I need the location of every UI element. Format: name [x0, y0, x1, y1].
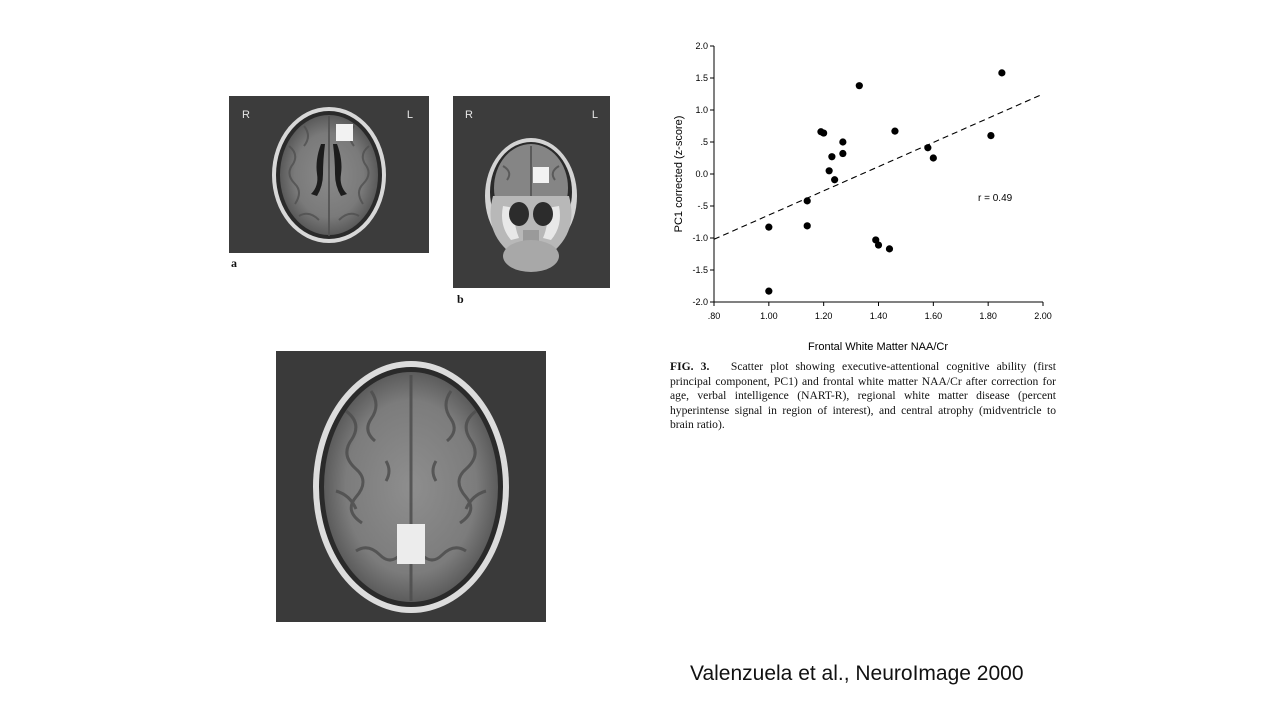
y-tick-label: -.5 — [697, 201, 708, 211]
data-point — [891, 128, 898, 135]
y-axis-label: PC1 corrected (z-score) — [673, 115, 685, 233]
y-tick-label: 1.0 — [695, 105, 708, 115]
right-side-label: R — [465, 109, 473, 121]
caption-label: FIG. 3. — [670, 360, 710, 373]
mri-coronal-image-b — [453, 96, 610, 288]
regression-line — [714, 94, 1043, 239]
mri-axial-image-large — [276, 351, 546, 622]
right-side-label: R — [242, 109, 250, 121]
panel-letter-a: a — [231, 256, 237, 270]
y-tick-label: -1.5 — [692, 265, 708, 275]
data-point — [831, 176, 838, 183]
x-tick-label: 1.60 — [924, 311, 943, 321]
r-annotation: r = 0.49 — [978, 193, 1013, 204]
left-side-label: L — [591, 109, 598, 121]
data-point — [875, 241, 882, 248]
x-ticks — [708, 302, 1052, 321]
x-tick-label: 1.20 — [814, 311, 833, 321]
data-point — [804, 222, 811, 229]
data-point — [804, 197, 811, 204]
figure-caption — [670, 360, 1056, 433]
y-tick-label: 0.0 — [695, 169, 708, 179]
data-point — [839, 150, 846, 157]
scatter-plot — [660, 36, 1060, 356]
data-point — [765, 288, 772, 295]
panel-letter-b: b — [457, 292, 464, 306]
y-tick-label: -2.0 — [692, 297, 708, 307]
data-point — [765, 224, 772, 231]
left-side-label: L — [406, 109, 413, 121]
data-point — [856, 82, 863, 89]
x-tick-label: 2.00 — [1034, 311, 1052, 321]
y-tick-label: 2.0 — [695, 41, 708, 51]
y-tick-label: -1.0 — [692, 233, 708, 243]
data-point — [886, 245, 893, 252]
data-point — [930, 154, 937, 161]
data-point — [820, 129, 827, 136]
data-points — [765, 69, 1005, 294]
data-point — [826, 167, 833, 174]
x-tick-label: .80 — [707, 311, 721, 321]
y-tick-label: 1.5 — [695, 73, 708, 83]
x-axis-label: Frontal White Matter NAA/Cr — [808, 341, 948, 353]
data-point — [998, 69, 1005, 76]
y-tick-label: .5 — [700, 137, 708, 147]
citation: Valenzuela et al., NeuroImage 2000 — [690, 662, 1024, 685]
data-point — [924, 144, 931, 151]
x-tick-label: 1.40 — [869, 311, 888, 321]
mri-axial-image-a — [229, 96, 429, 253]
caption-text: Scatter plot showing executive-attentional cognitive ability (first principal component, PC1) and frontal white matter NAA/Cr after correction for age, verbal intelligence (NART-R), regional white matter disease (percent hyperintense signal in region of interest), and central atrophy (midventricle to brain ratio). — [670, 360, 1056, 432]
data-point — [987, 132, 994, 139]
y-ticks — [692, 41, 714, 307]
x-tick-label: 1.80 — [979, 311, 997, 321]
data-point — [828, 153, 835, 160]
x-tick-label: 1.00 — [760, 311, 778, 321]
data-point — [839, 138, 846, 145]
